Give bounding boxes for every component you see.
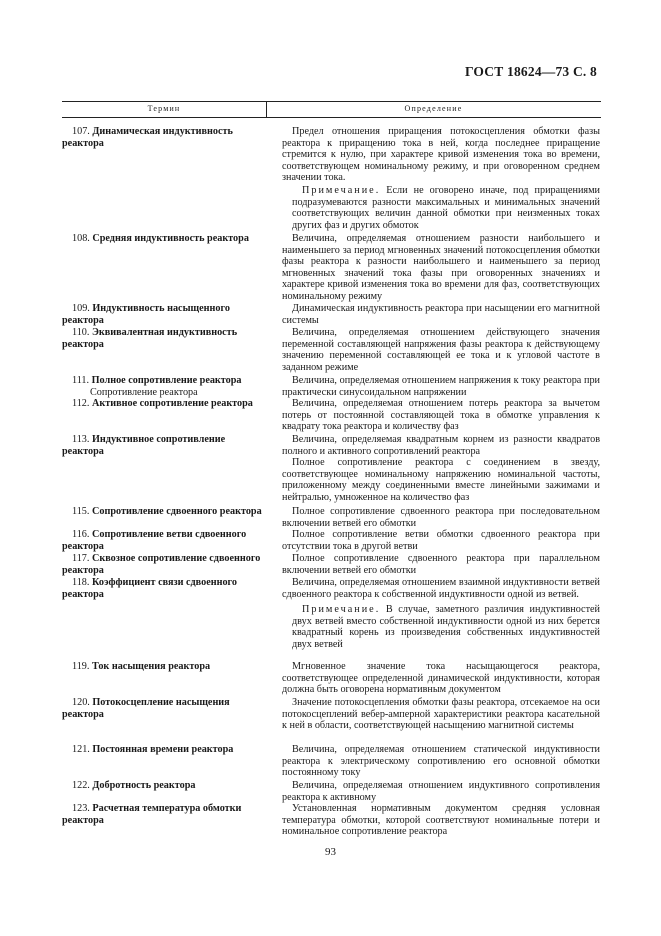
term-entry: 107. Динамическая индуктивность реактора	[62, 126, 233, 149]
table-header-rule	[62, 117, 601, 118]
definition-entry: Величина, определяемая отношением статической индуктивности реактора к электрическому сопротивлению его основной обмотки постоянному току	[282, 744, 600, 779]
note: Примечание. В случае, заметного различия индуктивностей двух ветвей вместо собственной индуктивности одной из них берется квадратный корень из произведения собственных индуктивностей двух ветвей	[292, 604, 600, 650]
term-entry: 118. Коэффициент связи сдвоенного реактора	[62, 577, 238, 600]
term-entry: 119. Ток насыщения реактора	[72, 661, 211, 672]
column-header-definition: Определение	[404, 104, 463, 113]
term-entry: 109. Индуктивность насыщенного реактора	[62, 303, 230, 326]
term-entry: 111. Полное сопротивление реактора Сопротивление реактора	[62, 375, 262, 398]
term-entry: 113. Индуктивное сопротивление реактора	[62, 434, 226, 457]
note: Примечание. Если не оговорено иначе, под приращениями подразумеваются разности максимальных и минимальных значений соответствующих величин данной обмотки при неизменных токах других фаз и других обмоток	[292, 184, 600, 231]
definition-entry: Значение потокосцепления обмотки фазы реактора, отсекаемое на оси потокосцеплений вебер-амперной характеристики реактора касательной к ней в области, соответствующей насыщению магнитной системы	[282, 697, 600, 732]
table-top-rule	[62, 101, 601, 102]
term-synonym: Сопротивление реактора	[90, 386, 198, 398]
term-entry: 115. Сопротивление сдвоенного реактора	[72, 506, 262, 517]
definition-entry: Величина, определяемая отношением разности наибольшего и наименьшего за период мгновенных значений потокосцепления обмотки фазы реактора к разности наибольшего и наименьшего за период мгновенных значений тока фазы при оговоренных значениях и характере кривой изменения тока во времени для фаз, соответствующих номинальному режиму	[282, 233, 600, 302]
definition-entry: Полное сопротивление сдвоенного реактора при параллельном включении ветвей его обмотки	[282, 553, 600, 576]
term-entry: 110. Эквивалентная индуктивность реактора	[62, 327, 238, 350]
term-entry: 122. Добротность реактора	[72, 780, 196, 791]
column-header-term: Термин	[147, 104, 181, 113]
definition-entry: Величина, определяемая отношением действующего значения переменной составляющей напряжения фазы реактора к действующему значению переменной составляющей ее тока и к угловой частоте в заданном режиме	[282, 327, 600, 373]
definition-entry: Мгновенное значение тока насыщающегося реактора, соответствующее определенной динамической индуктивности, которая должна быть оговорена нормативным документом	[282, 661, 600, 696]
page-number: 93	[325, 846, 336, 858]
definition-entry: Величина, определяемая отношением потерь реактора за вычетом потерь от постоянной составляющей тока в обмотке управления к квадрату тока реактора и количеству фаз	[282, 398, 600, 433]
definition-entry: Динамическая индуктивность реактора при насыщении его магнитной системы	[282, 303, 600, 326]
definition-entry: Установленная нормативным документом средняя условная температура обмотки, которой соответствуют номинальные потери и номинальное сопротивление реактора	[282, 803, 600, 838]
term-entry: 116. Сопротивление ветви сдвоенного реактора	[62, 529, 247, 552]
definition-entry: Величина, определяемая отношением взаимной индуктивности ветвей сдвоенного реактора к собственной индуктивности одной из ветвей. Примечание. В случае, заметного различия индуктивностей двух ветвей вместо собственной индуктивности одной из них берется квадратный корень из произведения собственных индуктивностей двух ветвей	[282, 577, 600, 650]
definition-entry: Величина, определяемая отношением напряжения к току реактора при практически синусоидальном напряжении	[282, 375, 600, 398]
term-entry: 123. Расчетная температура обмотки реактора	[62, 803, 242, 826]
document-header: ГОСТ 18624—73 С. 8	[464, 64, 597, 79]
term-entry: 120. Потокосцепление насыщения реактора	[62, 697, 230, 720]
definition-entry: Предел отношения приращения потокосцепления обмотки фазы реактора к приращению тока в ней, когда последнее приращение стремится к нулю, при характере кривой изменения тока во времени, соответствующем номинальному режиму, и при оговоренном среднем значении тока. Примечание. Если не оговорено иначе, под приращениями подразумеваются разности максимальных и минимальных значений соответствующих величин данной обмотки при неизменных токах других фаз и других обмоток	[282, 126, 600, 231]
definition-entry: Полное сопротивление ветви обмотки сдвоенного реактора при отсутствии тока в другой ветви	[282, 529, 600, 552]
definition-entry: Величина, определяемая отношением индуктивного сопротивления реактора к активному	[282, 780, 600, 803]
term-entry: 121. Постоянная времени реактора	[72, 744, 234, 755]
term-entry: 108. Средняя индуктивность реактора	[72, 233, 249, 244]
definition-entry: Полное сопротивление сдвоенного реактора при последовательном включении ветвей его обмотки	[282, 506, 600, 529]
definition-entry: Величина, определяемая квадратным корнем из разности квадратов полного и активного сопротивлений реактора Полное сопротивление реактора с соединением в звезду, соответствующее номинальному напряжению номинальной частоты, приложенному между соединенными вместе линейными зажимами и нейтралью, умноженное на количество фаз	[282, 434, 600, 503]
term-entry: 112. Активное сопротивление реактора	[72, 398, 253, 409]
term-entry: 117. Сквозное сопротивление сдвоенного реактора	[62, 553, 261, 576]
